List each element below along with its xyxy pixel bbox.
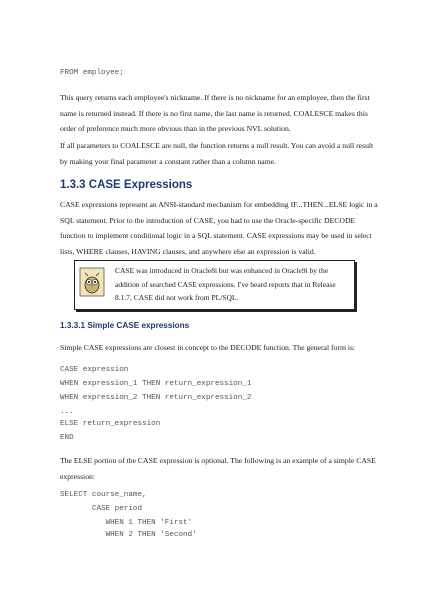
code-line: WHEN expression_1 THEN return_expression_1: [60, 380, 252, 388]
code-line: END: [60, 434, 74, 442]
subsection-heading: 1.3.3.1 Simple CASE expressions: [60, 321, 190, 330]
paragraph-coalesce-null: If all parameters to COALESCE are null, the function returns a null result. You can avoid a null result by making your final parameter a constant rather than a column name.: [60, 141, 374, 166]
owl-note-icon: [79, 267, 105, 297]
code-line: WHEN expression_2 THEN return_expression_2: [60, 394, 252, 402]
else-note-paragraph: The ELSE portion of the CASE expression is optional. The following is an example of a simple CASE expression:: [60, 456, 376, 481]
code-line: WHEN 1 THEN 'First': [60, 519, 193, 527]
code-line: WHEN 2 THEN 'Second': [60, 531, 197, 539]
code-line: CASE period: [60, 505, 143, 513]
note-box: [74, 260, 355, 310]
code-line: ...: [60, 408, 74, 416]
code-line-from: FROM employee;: [60, 69, 124, 77]
code-line: SELECT course_name,: [60, 491, 147, 499]
note-text: CASE was introduced in Oracle8i but was enhanced in Oracle9i by the addition of searched CASE expressions. I've heard reports that in Release 8.1.7, CASE did not work from PL/SQL.: [115, 266, 336, 302]
code-line: CASE expression: [60, 366, 129, 374]
paragraph-nickname: This query returns each employee's nickname. If there is no nickname for an employee, then the first name is returned instead. If there is no first name, the last name is returned. COALESCE makes this order of preference much more obvious than in the previous NVL solution.: [60, 93, 370, 133]
subsection-intro: Simple CASE expressions are closest in concept to the DECODE function. The general form is:: [60, 343, 356, 352]
section-intro: CASE expressions represent an ANSI-standard mechanism for embedding IF...THEN...ELSE logic in a SQL statement. Prior to the introduction of CASE, you had to use the Oracle-specific DECODE function to implement conditional logic in a SQL statement. CASE expressions may be used in select lists, WHERE clauses, HAVING clauses, and anywhere else an expression is valid.: [60, 200, 378, 256]
section-heading: 1.3.3 CASE Expressions: [60, 179, 193, 191]
code-line: ELSE return_expression: [60, 420, 161, 428]
